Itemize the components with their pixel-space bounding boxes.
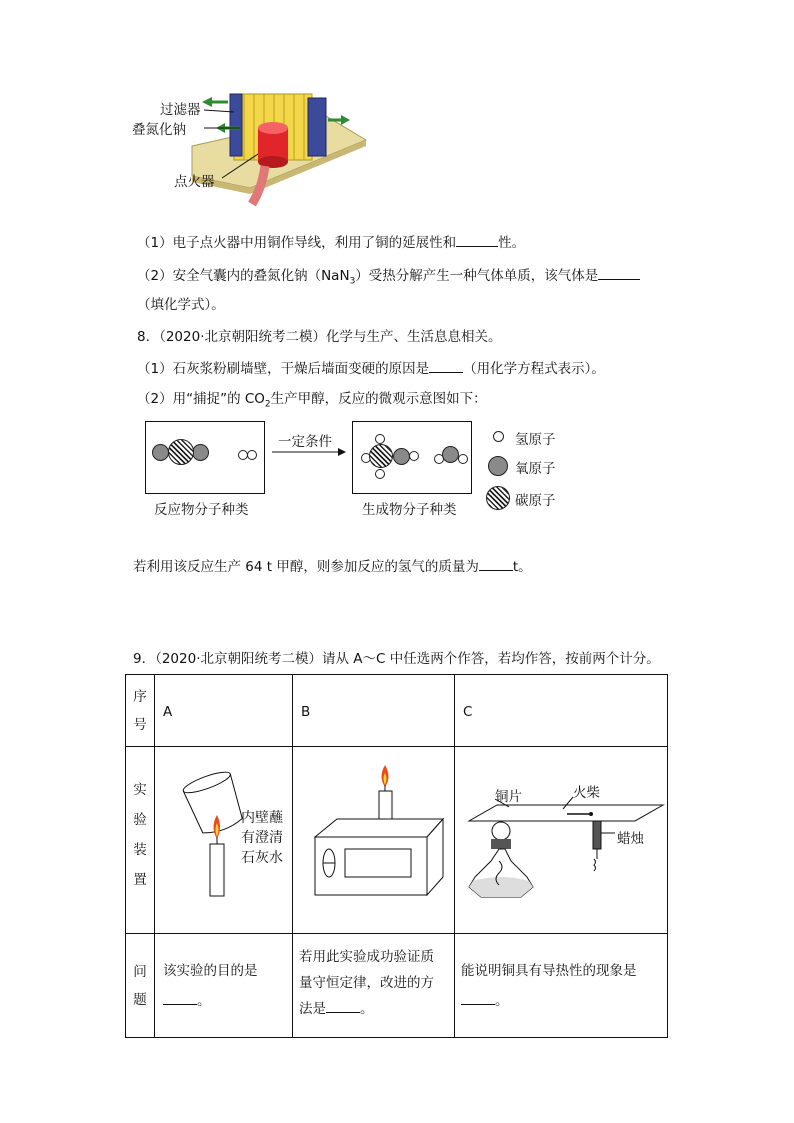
condition-label: 一定条件 <box>278 434 332 450</box>
q7-part1: （1）电子点火器中用铜作导线，利用了铜的延展性和 性。 <box>137 235 526 251</box>
col-c-header: C <box>455 675 668 747</box>
q8-heading: 8．（2020·北京朝阳统考二模）化学与生产、生活息息相关。 <box>137 329 502 345</box>
legend-carbon: 碳原子 <box>515 493 556 509</box>
q8-part3: 若利用该反应生产 64 t 甲醇，则参加反应的氢气的质量为 t。 <box>133 559 532 575</box>
question-c: 能说明铜具有导热性的现象是 。 <box>455 934 668 1038</box>
legend-oxygen: 氧原子 <box>515 461 556 477</box>
row-head-question: 问题 <box>126 934 155 1038</box>
col-b-header: B <box>293 675 455 747</box>
q8-part2: （2）用“捕捉”的 $CO_2$生产甲醇，反应的微观示意图如下： <box>137 391 487 410</box>
c-label-match: 火柴 <box>573 785 600 801</box>
q7-part2: （2）安全气囊内的叠氮化钠（NaN$_3$）受热分解产生一种气体单质，该气体是 <box>137 266 640 291</box>
apparatus-a <box>155 747 293 934</box>
airbag-figure <box>130 88 370 210</box>
row-head-number: 序号 <box>126 675 155 747</box>
product-label: 生成物分子种类 <box>362 502 457 518</box>
q7-part2-cont: （填化学式）。 <box>137 297 225 313</box>
balance-with-candle <box>293 747 454 924</box>
reactant-label: 反应物分子种类 <box>154 502 249 518</box>
a-label-line1: 内壁蘸 <box>241 810 283 826</box>
apparatus-b <box>293 747 455 934</box>
c-label-candle: 蜡烛 <box>617 831 644 847</box>
q9-heading: 9．（2020·北京朝阳统考二模）请从 A～C 中任选两个作答，若均作答，按前两个计分。 <box>133 651 660 667</box>
legend-hydrogen: 氢原子 <box>515 432 556 448</box>
reaction-arrow <box>270 446 348 458</box>
c-label-copper: 铜片 <box>495 789 522 805</box>
apparatus-c <box>455 747 668 934</box>
reactant-box <box>145 421 265 494</box>
row-head-apparatus: 实验装置 <box>126 747 155 934</box>
label-filter: 过滤器 <box>160 102 201 118</box>
label-sodium-azide: 叠氮化钠 <box>132 122 186 138</box>
product-box <box>352 421 472 494</box>
a-label-line3: 石灰水 <box>241 850 283 866</box>
q8-part1: （1）石灰浆粉刷墙壁，干燥后墙面变硬的原因是 （用化学方程式表示）。 <box>137 361 605 377</box>
q9-table <box>125 674 668 1038</box>
label-igniter: 点火器 <box>174 174 215 190</box>
col-a-header: A <box>155 675 293 747</box>
question-a: 该实验的目的是 。 <box>155 934 293 1038</box>
question-b: 若用此实验成功验证质 量守恒定律，改进的方 法是 。 <box>293 934 455 1038</box>
a-label-line2: 有澄清 <box>241 830 283 846</box>
